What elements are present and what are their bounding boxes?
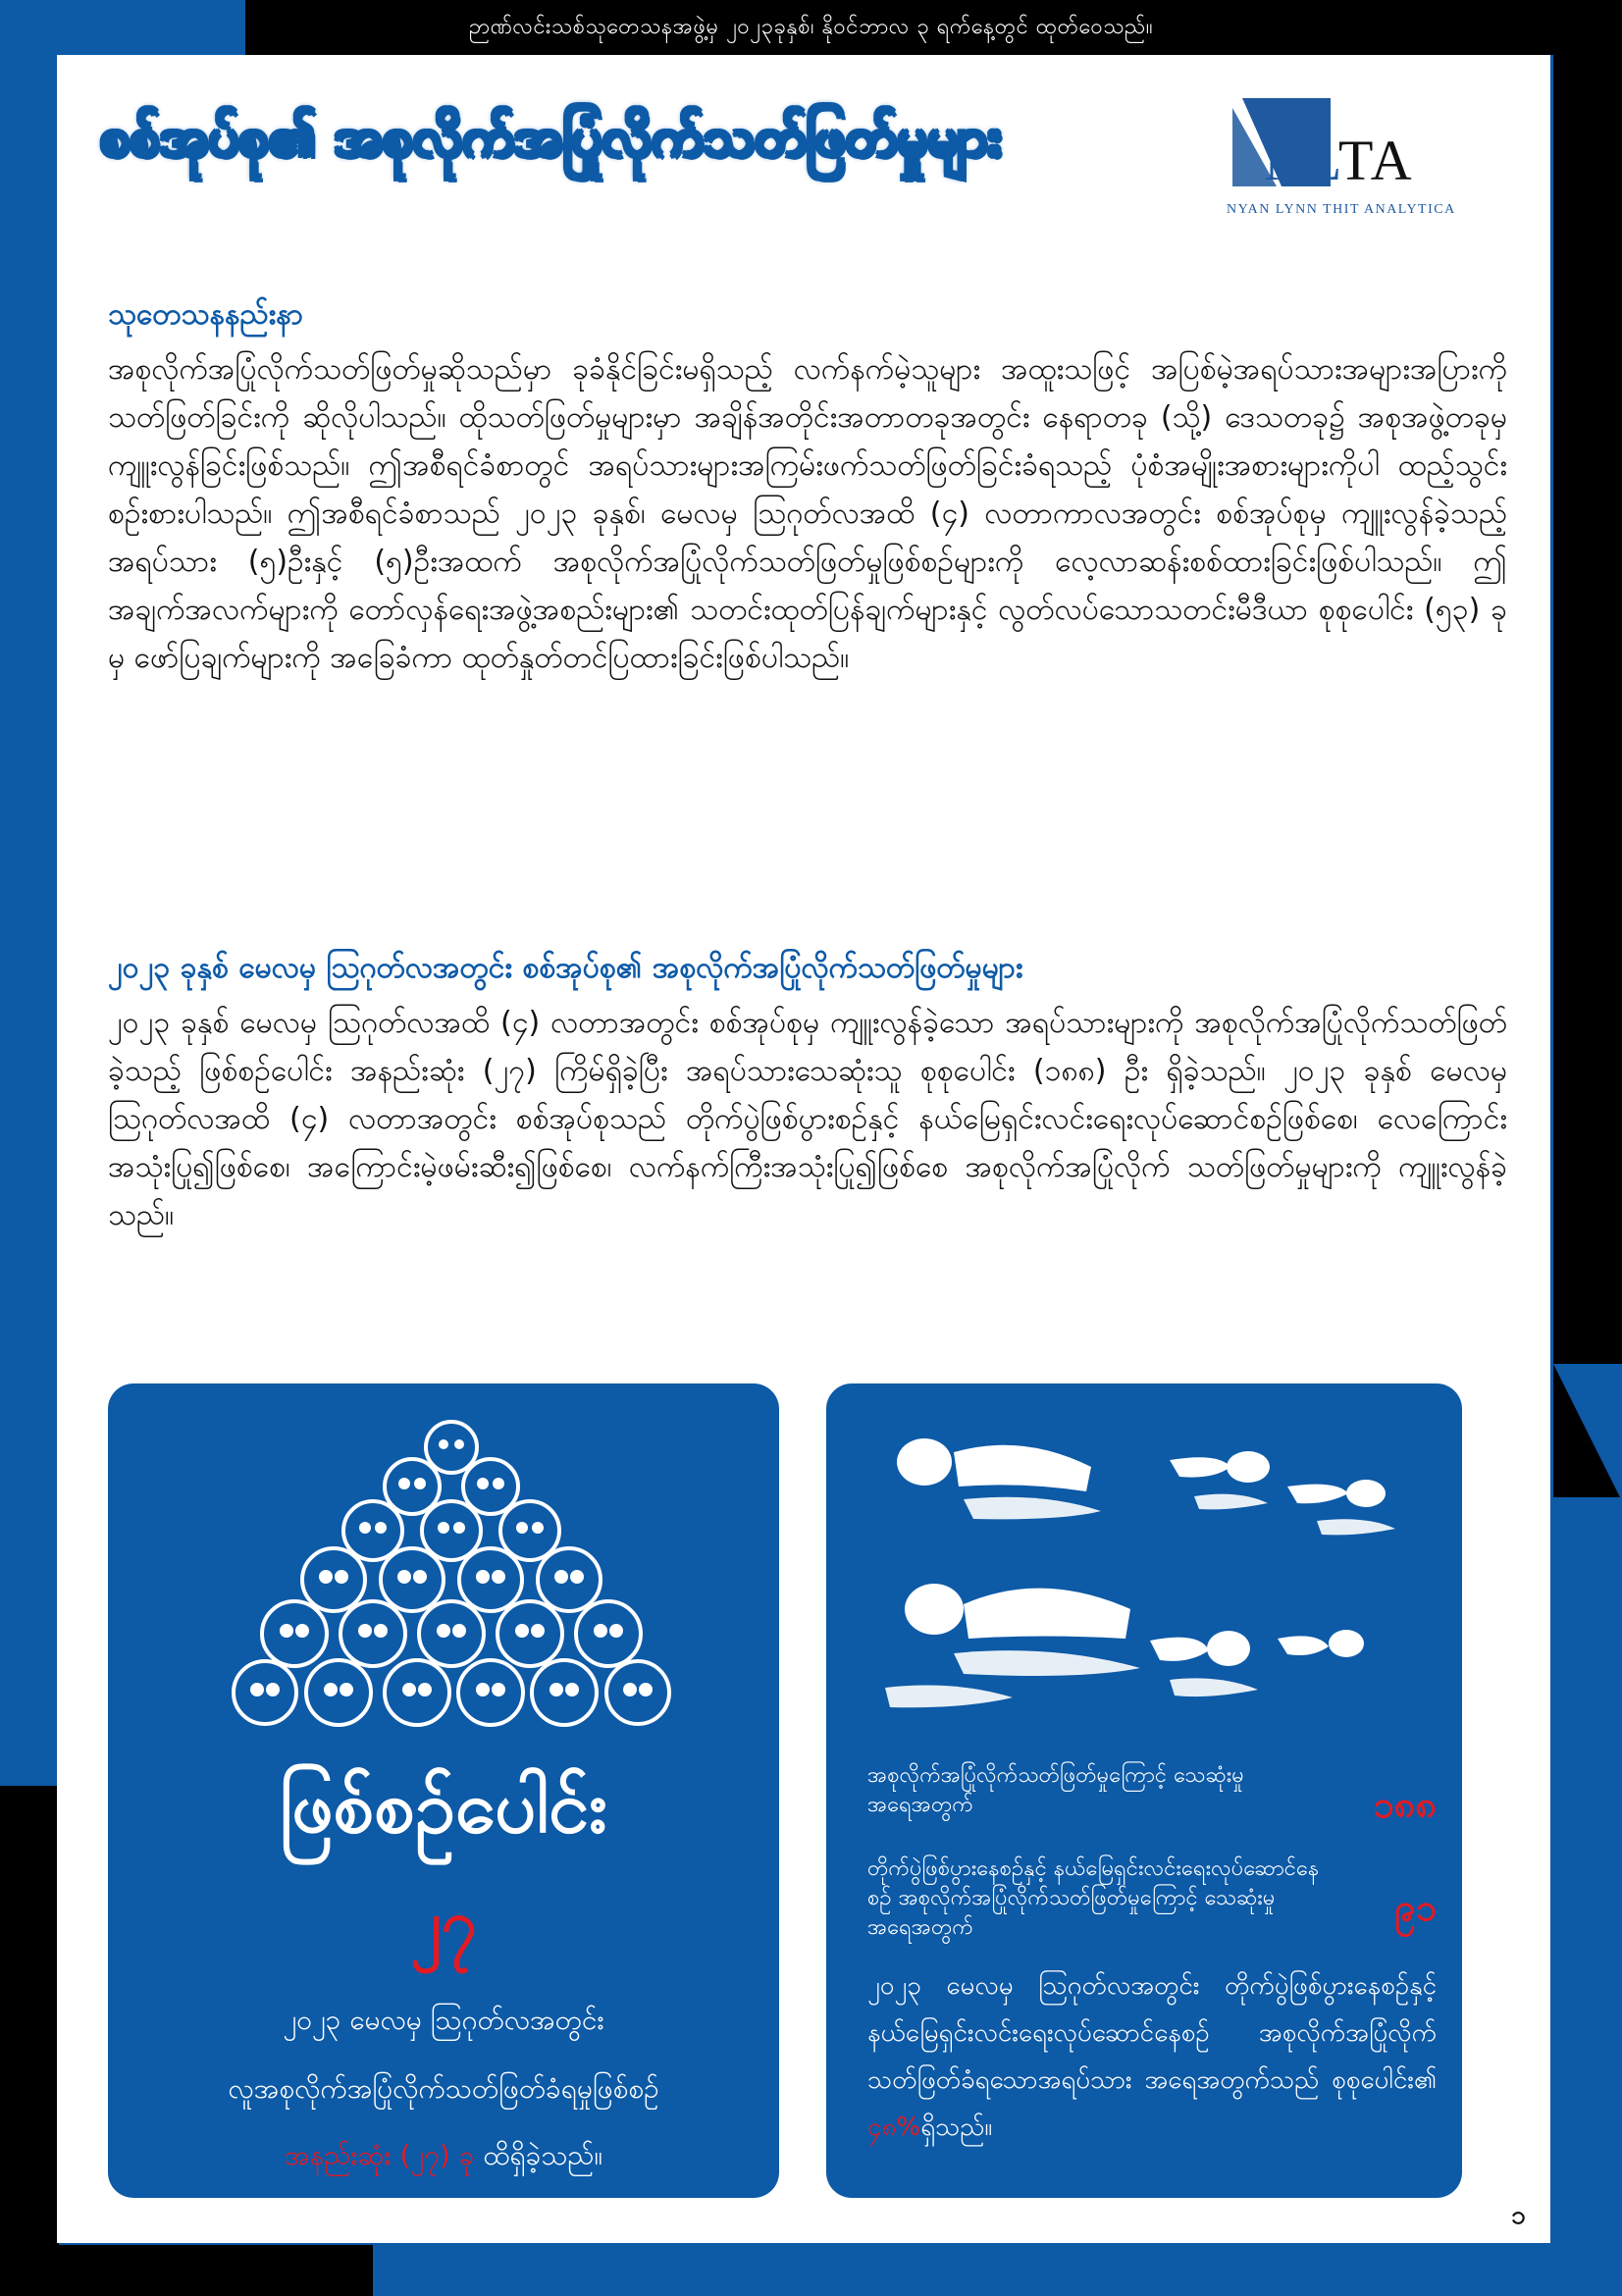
incidents-min-count: အနည်းဆုံး (၂၇) ခု xyxy=(285,2139,475,2171)
skull-pile-icon xyxy=(226,1403,677,1756)
incidents-card xyxy=(108,1383,779,2198)
stat-row-combat-deaths xyxy=(867,1854,1437,1953)
deaths-percentage-paragraph xyxy=(867,1962,1437,2151)
deaths-card xyxy=(826,1383,1462,2198)
page-number: ၁ xyxy=(1511,2201,1526,2230)
stat-total-deaths-value: ၁၈၈ xyxy=(1373,1783,1437,1826)
publication-banner: ဉာဏ်လင်းသစ်သုတေသနအဖွဲ့မှ ၂၀၂၃ခုနှစ်၊ နိုဝင်ဘာလ ၃ ရက်နေ့တွင် ထုတ်ဝေသည်။ xyxy=(468,14,1153,39)
logo-subtitle: NYAN LYNN THIT ANALYTICA xyxy=(1227,202,1456,217)
incidents-line-3 xyxy=(108,2137,779,2178)
deaths-para-text: ၂၀၂၃ မေလမှ ဩဂုတ်လအတွင်း တိုက်ပွဲဖြစ်ပွားနေစဉ်နှင့် နယ်မြေရှင်းလင်းရေးလုပ်ဆောင်နေစဉ် အစုလိုက်အပြုံလိုက်သတ်ဖြတ်ခံရသောအရပ်သား အရေအတွက်သည် စုစုပေါင်း၏ xyxy=(867,1971,1437,2095)
logo-wordmark xyxy=(1264,128,1414,193)
right-black-bar xyxy=(1553,55,1622,1497)
killings-paragraph: ၂၀၂၃ ခုနှစ် မေလမှ ဩဂုတ်လအထိ (၄) လတာအတွင်း စစ်အုပ်စုမှ ကျူးလွန်ခဲ့သော အရပ်သားများကို အစုလိုက်အပြုံလိုက်သတ်ဖြတ်ခဲ့သည့် ဖြစ်စဉ်ပေါင်း အနည်းဆုံး (၂၇) ကြိမ်ရှိခဲ့ပြီး အရပ်သားသေဆုံးသူ စုစုပေါင်း (၁၈၈) ဦး ရှိခဲ့သည်။ ၂၀၂၃ ခုနှစ် မေလမှ ဩဂုတ်လအထိ (၄) လတာအတွင်း စစ်အုပ်စုသည် တိုက်ပွဲဖြစ်ပွားစဉ်နှင့် နယ်မြေရှင်းလင်းရေးလုပ်ဆောင်စဉ်ဖြစ်စေ၊ လေကြောင်းအသုံးပြု၍ဖြစ်စေ၊ အကြောင်းမဲ့ဖမ်းဆီး၍ဖြစ်စေ၊ လက်နက်ကြီးအသုံးပြု၍ဖြစ်စေ အစုလိုက်အပြုံလိုက် သတ်ဖြတ်မှုများကို ကျူးလွန်ခဲ့သည်။ xyxy=(108,1006,1507,1232)
stat-combat-deaths-label: တိုက်ပွဲဖြစ်ပွားနေစဉ်နှင့် နယ်မြေရှင်းလင်းရေးလုပ်ဆောင်နေစဉ် အစုလိုက်အပြုံလိုက်သတ်ဖြတ်မှုကြောင့် သေဆုံးမှုအရေအတွက် xyxy=(867,1856,1320,1940)
deaths-para-end: ရှိသည်။ xyxy=(920,2113,993,2142)
bottom-black-bar xyxy=(0,2245,373,2296)
methodology-paragraph: အစုလိုက်အပြုံလိုက်သတ်ဖြတ်မှုဆိုသည်မှာ ခုခံနိုင်ခြင်းမရှိသည့် လက်နက်မဲ့သူများ အထူးသဖြင့် အပြစ်မဲ့အရပ်သားအများအပြားကို သတ်ဖြတ်ခြင်းကို ဆိုလိုပါသည်။ ထိုသတ်ဖြတ်မှုများမှာ အချိန်အတိုင်းအတာတခုအတွင်း နေရာတခု (သို့) ဒေသတခု၌ အစုအဖွဲ့တခုမှ ကျူးလွန်ခြင်းဖြစ်သည်။ ဤအစီရင်ခံစာတွင် အရပ်သားများအကြမ်းဖက်သတ်ဖြတ်ခြင်းခံရသည့် ပုံစံအမျိုးအစားများကိုပါ ထည့်သွင်းစဉ်းစားပါသည်။ ဤအစီရင်ခံစာသည် ၂၀၂၃ ခုနှစ်၊ မေလမှ ဩဂုတ်လအထိ (၄) လတာကာလအတွင်း စစ်အုပ်စုမှ ကျူးလွန်ခဲ့သည့် အရပ်သား (၅)ဦးနှင့် (၅)ဦးအထက် အစုလိုက်အပြုံလိုက်သတ်ဖြတ်မှုဖြစ်စဉ်များကို လေ့လာဆန်းစစ်ထားခြင်းဖြစ်ပါသည်။ ဤအချက်အလက်များကို တော်လှန်ရေးအဖွဲ့အစည်းများ၏ သတင်းထုတ်ပြန်ချက်များနှင့် လွတ်လပ်သောသတင်းမီဒီယာ စုစုပေါင်း (၅၃) ခုမှ ဖော်ပြချက်များကို အခြေခံကာ ထုတ်နှုတ်တင်ပြထားခြင်းဖြစ်ပါသည်။ xyxy=(108,352,1507,675)
page-title: စစ်အုပ်စု၏ အစုလိုက်အပြုံလိုက်သတ်ဖြတ်မှုများ xyxy=(100,106,1002,168)
incidents-label: ဖြစ်စဉ်ပေါင်း xyxy=(279,1765,607,1850)
logo-nl: NL xyxy=(1264,129,1338,192)
logo-ta: TA xyxy=(1338,129,1414,192)
incidents-count: ၂၇ xyxy=(410,1888,477,1960)
left-black-bar xyxy=(0,1786,59,2296)
section-heading-methodology: သုတေသနနည်းနာ xyxy=(108,297,304,332)
nlta-logo xyxy=(1205,69,1470,226)
incidents-line-3-rest: ထိရှိခဲ့သည်။ xyxy=(474,2139,602,2171)
stat-combat-deaths-value: ၉၁ xyxy=(1394,1886,1437,1929)
stat-row-total-deaths xyxy=(867,1761,1437,1840)
stat-total-deaths-label: အစုလိုက်အပြုံလိုက်သတ်ဖြတ်မှုကြောင့် သေဆုံးမှုအရေအတွက် xyxy=(867,1763,1244,1817)
bodies-illustration-icon xyxy=(865,1423,1435,1756)
right-blue-triangle xyxy=(1553,1364,1622,1501)
incidents-line-1: ၂၀၂၃ မေလမှ ဩဂုတ်လအတွင်း xyxy=(283,2004,604,2036)
deaths-percentage: ၄၈% xyxy=(867,2113,921,2142)
section-heading-killings: ၂၀၂၃ ခုနှစ် မေလမှ ဩဂုတ်လအတွင်း စစ်အုပ်စု၏ အစုလိုက်အပြုံလိုက်သတ်ဖြတ်မှုများ xyxy=(108,951,1023,985)
incidents-line-2: လူအစုလိုက်အပြုံလိုက်သတ်ဖြတ်ခံရမှုဖြစ်စဉ် xyxy=(228,2072,659,2105)
